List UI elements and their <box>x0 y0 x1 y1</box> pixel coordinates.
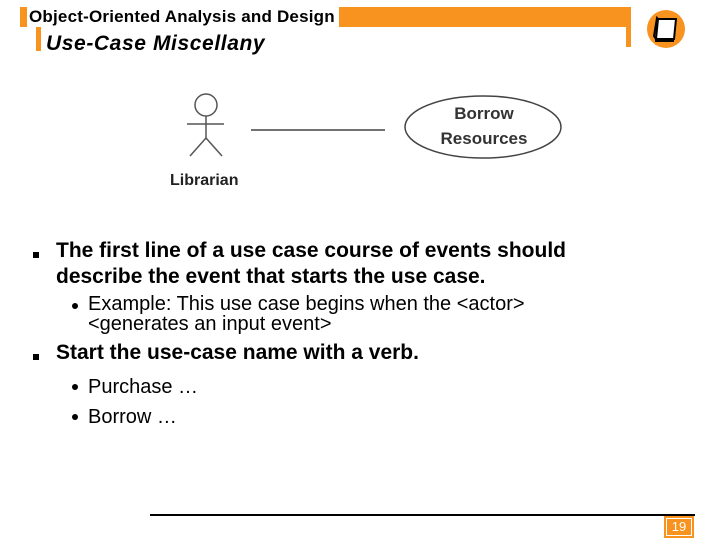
page-number-frame <box>666 518 692 536</box>
round-bullet-icon <box>72 384 78 390</box>
sub-bullet-text: Borrow … <box>88 406 177 428</box>
slide-title: Use-Case Miscellany <box>46 32 266 55</box>
bullet-list <box>30 238 690 432</box>
sub-bullet-text: Example: This use case begins when the <actor> <box>88 293 525 315</box>
course-title: Object-Oriented Analysis and Design <box>27 6 339 28</box>
bullet-item <box>30 238 690 290</box>
bullet-text: The first line of a use case course of events should <box>56 239 566 262</box>
bullet-text: describe the event that starts the use case. <box>56 265 486 288</box>
round-bullet-icon <box>72 303 78 309</box>
use-case-label-line2: Resources <box>440 129 528 148</box>
actor-stick-figure <box>187 94 224 156</box>
square-bullet-icon <box>33 252 39 258</box>
sub-bullet-item <box>30 402 690 432</box>
sub-bullet-text: Purchase … <box>88 376 199 398</box>
use-case-label-line1: Borrow <box>454 104 514 123</box>
sub-bullet-item <box>30 294 690 334</box>
square-bullet-icon <box>33 354 39 360</box>
bullet-item <box>30 340 690 366</box>
sub-bullet-text: <generates an input event> <box>88 313 332 335</box>
bullet-text: Start the use-case name with a verb. <box>56 341 419 364</box>
footer-rule <box>150 514 695 516</box>
round-bullet-icon <box>72 414 78 420</box>
use-case-diagram <box>0 0 720 210</box>
sub-bullet-item <box>30 372 690 402</box>
use-case-label <box>405 101 563 151</box>
page-number: 19 <box>664 516 694 538</box>
actor-label: Librarian <box>170 172 239 189</box>
